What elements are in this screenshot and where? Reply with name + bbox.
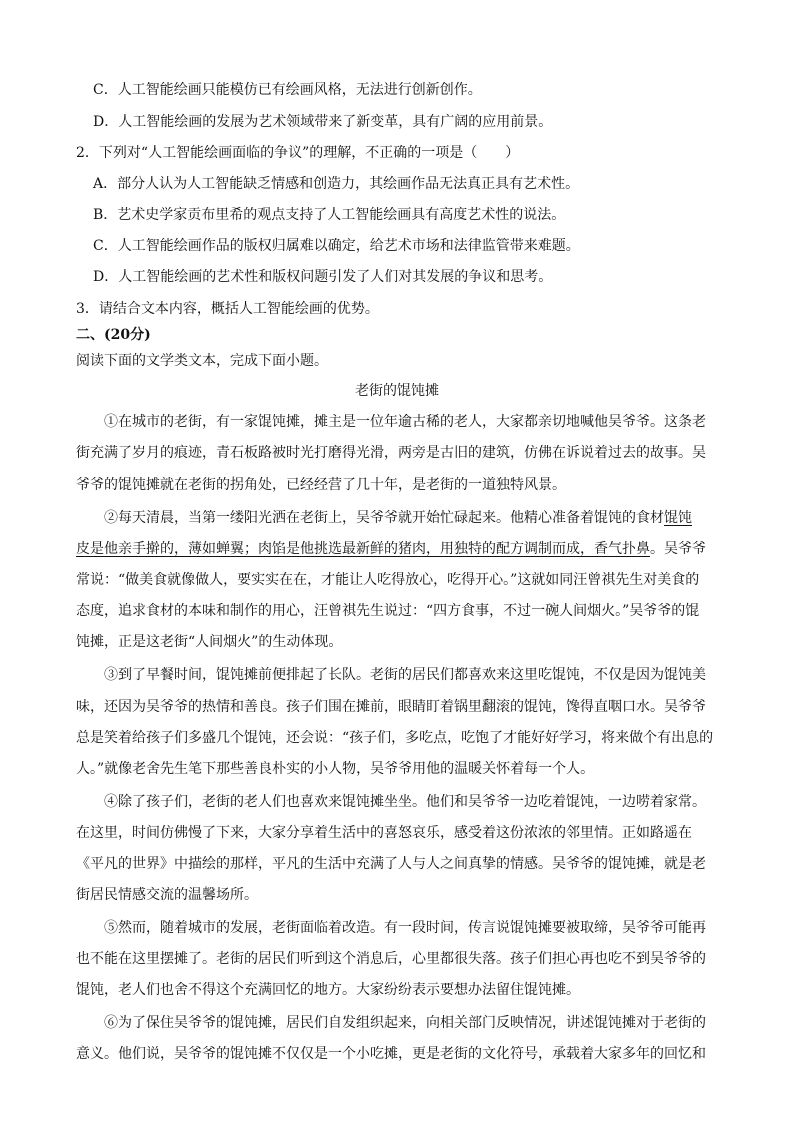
passage-p2-line1: [104, 508, 692, 528]
underlined-phrase-start: 馄饨: [664, 510, 692, 526]
passage-p2-line5: 饨摊，正是这老街“人间烟火”的生动体现。: [76, 634, 343, 650]
passage-p5-line2: 也不能在这里摆摊了。老街的居民们听到这个消息后，心里都很失落。孩子们担心再也吃不到吴爷爷的: [76, 951, 706, 967]
passage-p1-line2: 街充满了岁月的痕迹，青石板路被时光打磨得光滑，两旁是古旧的建筑，仿佛在诉说着过去的故事。吴: [76, 445, 706, 461]
section-instruction: 阅读下面的文学类文本，完成下面小题。: [76, 353, 328, 369]
passage-p4-line3: 《平凡的世界》中描绘的那样，平凡的生活中充满了人与人之间真挚的情感。吴爷爷的馄饨摊，就是老: [76, 856, 706, 872]
q2-option-a: A．部分人认为人工智能缺乏情感和创造力，其绘画作品无法真正具有艺术性。: [93, 176, 580, 192]
q2-option-d: D．人工智能绘画的艺术性和版权问题引发了人们对其发展的争议和思考。: [93, 269, 553, 285]
passage-p2-line4: 态度，追求食材的本味和制作的用心，汪曾祺先生说过：“四方食事，不过一碗人间烟火。”吴爷爷的馄: [76, 603, 700, 619]
passage-p5-line1: ⑤然而，随着城市的发展，老街面临着改造。有一段时间，传言说馄饨摊要被取缔，吴爷爷可能再: [104, 920, 706, 936]
passage-p6-line2: 意义。他们说，吴爷爷的馄饨摊不仅仅是一个小吃摊，更是老街的文化符号，承载着大家多年的回忆和: [76, 1046, 706, 1062]
q1-option-d: D．人工智能绘画的发展为艺术领域带来了新变革，具有广阔的应用前景。: [93, 114, 553, 130]
passage-p2-line1-text: ②每天清晨，当第一缕阳光洒在老街上，吴爷爷就开始忙碌起来。他精心准备着馄饨的食材: [104, 510, 664, 526]
passage-p1-line1: ①在城市的老街，有一家馄饨摊，摊主是一位年逾古稀的老人，大家都亲切地喊他吴爷爷。这条老: [104, 414, 706, 430]
q2-option-b: B．艺术史学家贡布里希的观点支持了人工智能绘画具有高度艺术性的说法。: [93, 207, 566, 223]
passage-title: 老街的馄饨摊: [355, 383, 439, 399]
passage-p2-line2: [76, 539, 706, 559]
passage-p4-line1: ④除了孩子们，老街的老人们也喜欢来馄饨摊坐坐。他们和吴爷爷一边吃着馄饨，一边唠着家常。: [104, 794, 706, 810]
passage-p2-line2-text: 。吴爷爷: [650, 541, 706, 557]
section-heading: 二、(20分): [76, 327, 151, 343]
passage-p3-line4: 人。”就像老舍先生笔下那些善良朴实的小人物，吴爷爷用他的温暖关怀着每一个人。: [76, 761, 595, 777]
passage-p5-line3: 馄饨，老人们也舍不得这个充满回忆的地方。大家纷纷表示要想办法留住馄饨摊。: [76, 982, 580, 998]
q2-stem: 2．下列对“人工智能绘画面临的争议”的理解，不正确的一项是（ ）: [76, 145, 520, 161]
passage-p2-line3: 常说：“做美食就像做人，要实实在在，才能让人吃得放心，吃得开心。”这就如同汪曾祺先生对美食的: [76, 572, 700, 588]
passage-p4-line4: 街居民情感交流的温馨场所。: [76, 887, 258, 903]
q1-option-c: C．人工智能绘画只能模仿已有绘画风格，无法进行创新创作。: [93, 82, 482, 98]
passage-p3-line1: ③到了早餐时间，馄饨摊前便排起了长队。老街的居民们都喜欢来这里吃馄饨，不仅是因为馄饨美: [104, 667, 706, 683]
q3-stem: 3．请结合文本内容，概括人工智能绘画的优势。: [76, 301, 379, 317]
passage-p1-line3: 爷爷的馄饨摊就在老街的拐角处，已经经营了几十年，是老街的一道独特风景。: [76, 477, 566, 493]
passage-p3-line2: 味，还因为吴爷爷的热情和善良。孩子们围在摊前，眼睛盯着锅里翻滚的馄饨，馋得直咽口水。吴爷爷: [76, 699, 706, 715]
q2-option-c: C．人工智能绘画作品的版权归属难以确定，给艺术市场和法律监管带来难题。: [93, 238, 580, 254]
passage-p4-line2: 在这里，时间仿佛慢了下来，大家分享着生活中的喜怒哀乐，感受着这份浓浓的邻里情。正如路遥在: [76, 825, 692, 841]
passage-p3-line3: 总是笑着给孩子们多盛几个馄饨，还会说：“孩子们，多吃点，吃饱了才能好好学习，将来做个有出息的: [76, 730, 714, 746]
passage-p6-line1: ⑥为了保住吴爷爷的馄饨摊，居民们自发组织起来，向相关部门反映情况，讲述馄饨摊对于老街的: [104, 1015, 706, 1031]
underlined-phrase: 皮是他亲手擀的，薄如蝉翼；肉馅是他挑选最新鲜的猪肉，用独特的配方调制而成，香气扑鼻: [76, 541, 650, 557]
